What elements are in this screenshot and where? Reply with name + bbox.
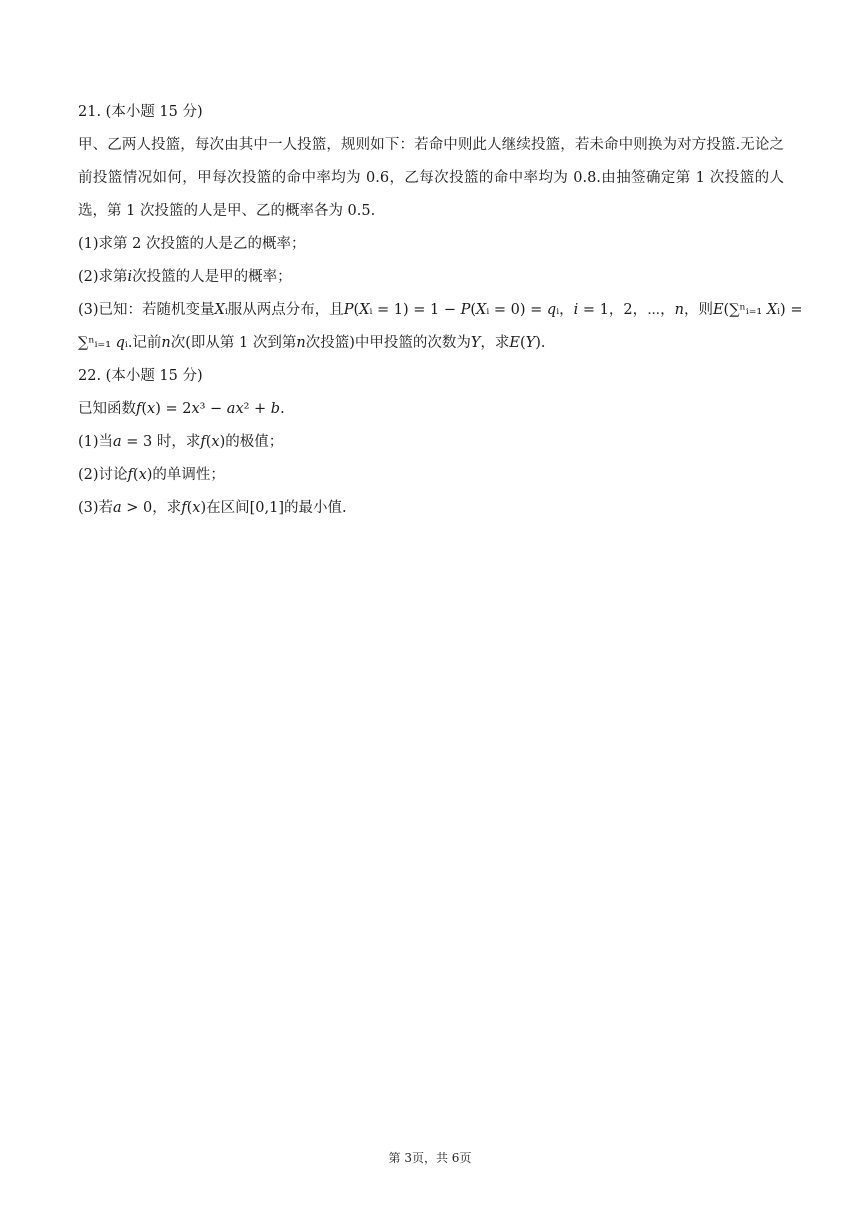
q21-part3-line2: ∑ⁿᵢ₌₁ 𝑞ᵢ.记前𝑛次(即从第 1 次到第𝑛次投篮)中甲投篮的次数为𝑌，求𝐸(𝑌). [78,335,546,351]
q21-stem: 甲、乙两人投篮，每次由其中一人投篮，规则如下：若命中则此人继续投篮，若未命中则换为对方投篮.无论之前投篮情况如何，甲每次投篮的命中率均为 0.6，乙每次投篮的命中率均为 0.8.由抽签确定第 1 次投篮的人选，第 1 次投篮的人是甲、乙的概率各为 0.5. [78,137,784,219]
q22-part3: (3)若𝑎 > 0，求𝑓(𝑥)在区间[0,1]的最小值. [78,500,347,516]
q21-part3-line1: (3)已知：若随机变量𝑋ᵢ服从两点分布，且𝑃(𝑋ᵢ = 1) = 1 − 𝑃(𝑋ᵢ = 0) = 𝑞ᵢ，𝑖 = 1，2，⋯，𝑛，则𝐸(∑ⁿᵢ₌₁ 𝑋ᵢ) = [78,302,803,318]
q21-header: 21. (本小题 15 分) [78,104,203,120]
q22-part2: (2)讨论𝑓(𝑥)的单调性； [78,467,225,483]
q21-part2: (2)求第𝑖次投篮的人是甲的概率； [78,269,292,285]
document-body [78,104,803,533]
q21-part1: (1)求第 2 次投篮的人是乙的概率； [78,236,306,252]
q22-part1: (1)当𝑎 = 3 时，求𝑓(𝑥)的极值； [78,434,284,450]
q22-stem: 已知函数𝑓(𝑥) = 2𝑥³ − 𝑎𝑥² + 𝑏. [78,401,285,417]
q22-header: 22. (本小题 15 分) [78,368,203,384]
page-footer: 第 3页，共 6页 [388,1151,472,1165]
